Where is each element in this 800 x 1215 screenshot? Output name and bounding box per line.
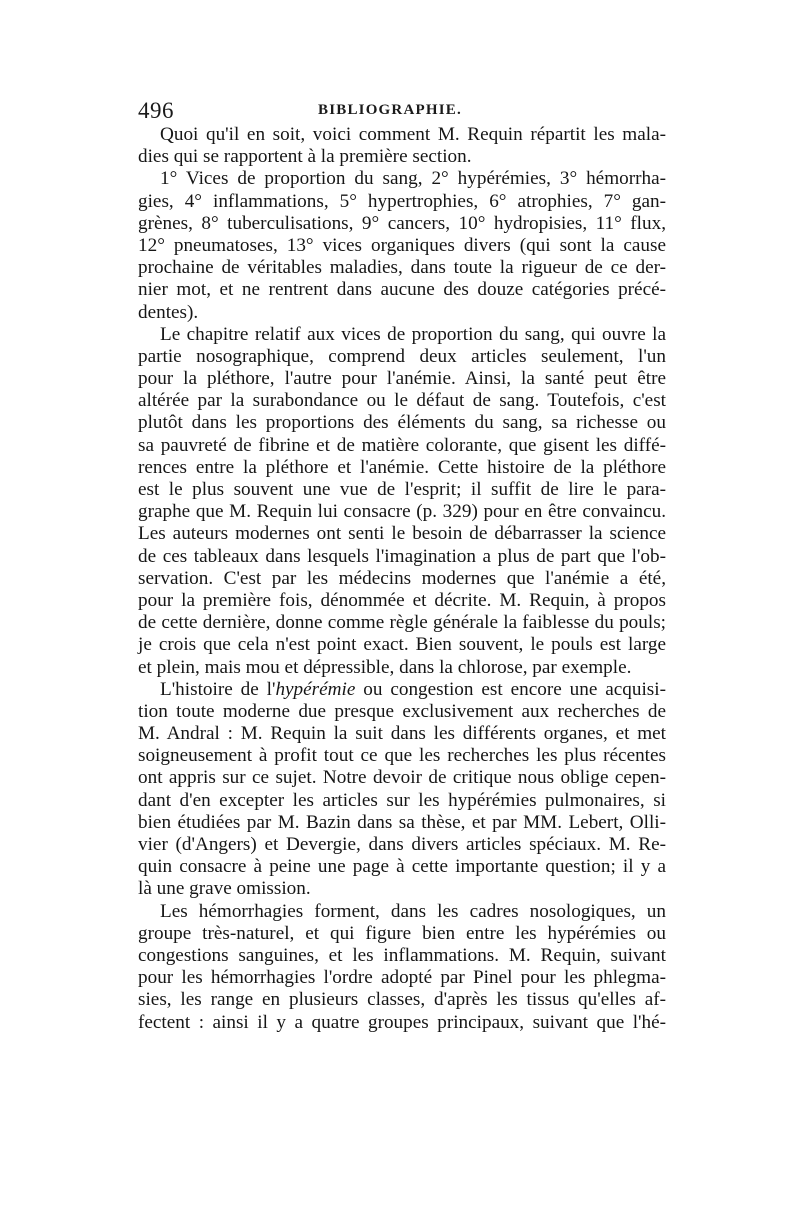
page-header — [138, 98, 666, 126]
text-line: gies, 4° inflammations, 5° hypertrophies, 6° atrophies, 7° gan- — [138, 190, 666, 212]
text-segment: L'histoire de l' — [160, 678, 276, 700]
text-line: Le chapitre relatif aux vices de proportion du sang, qui ouvre la — [160, 323, 666, 345]
text-line: là une grave omission. — [138, 878, 311, 900]
paragraph-2 — [138, 168, 666, 323]
text-line: pour les hémorrhagies l'ordre adopté par Pinel pour les phlegma- — [138, 967, 666, 989]
text-line: sies, les range en plusieurs classes, d'après les tissus qu'elles af- — [138, 989, 666, 1011]
text-line: 12° pneumatoses, 13° vices organiques divers (qui sont la cause — [138, 234, 666, 256]
paragraph-3 — [138, 324, 666, 679]
text-line: pour la pléthore, l'autre pour l'anémie. Ainsi, la santé peut être — [138, 368, 666, 390]
text-line: congestions sanguines, et les inflammations. M. Requin, suivant — [138, 944, 666, 966]
text-line: je crois que cela n'est point exact. Bien souvent, le pouls est large — [138, 634, 666, 656]
text-line: Quoi qu'il en soit, voici comment M. Requin répartit les mala- — [160, 124, 666, 145]
text-line: dentes). — [138, 301, 199, 323]
text-line: ont appris sur ce sujet. Notre devoir de critique nous oblige cepen- — [138, 767, 666, 789]
text-line: et plein, mais mou et dépressible, dans la chlorose, par exemple. — [138, 656, 632, 678]
text-line: rences entre la pléthore et l'anémie. Cette histoire de la pléthore — [138, 456, 666, 478]
text-line: soigneusement à profit tout ce que les recherches les plus récentes — [138, 745, 666, 767]
italic-term: hypérémie — [275, 678, 356, 700]
text-line: de cette dernière, donne comme règle générale la faiblesse du pouls; — [138, 612, 666, 634]
text-line: dant d'en excepter les articles sur les hypérémies pulmonaires, si — [138, 789, 666, 811]
text-line: Les hémorrhagies forment, dans les cadres nosologiques, un — [160, 900, 666, 922]
body-text — [138, 124, 666, 1034]
paragraph-5 — [138, 901, 666, 1034]
text-line: Les auteurs modernes ont senti le besoin de débarrasser la science — [138, 523, 666, 545]
text-line: servation. C'est par les médecins modernes que l'anémie a été, — [138, 567, 666, 589]
text-line: bien étudiées par M. Bazin dans sa thèse, et par MM. Lebert, Olli- — [138, 811, 666, 833]
text-line: est le plus souvent une vue de l'esprit; il suffit de lire le para- — [138, 479, 666, 500]
text-line: grènes, 8° tuberculisations, 9° cancers, 10° hydropisies, 11° flux, — [138, 212, 666, 234]
text-line: pour la première fois, dénommée et décrite. M. Requin, à propos — [138, 589, 666, 611]
text-line: sa pauvreté de fibrine et de matière colorante, que gisent les diffé- — [138, 434, 666, 456]
text-line: groupe très-naturel, et qui figure bien entre les hypérémies ou — [138, 922, 666, 944]
text-line: vier (d'Angers) et Devergie, dans divers articles spéciaux. M. Re- — [138, 834, 666, 855]
paragraph-1 — [138, 124, 666, 168]
page-number: 496 — [138, 98, 174, 123]
text-line: partie nosographique, comprend deux articles seulement, l'un — [138, 345, 666, 367]
text-line — [138, 679, 666, 701]
paragraph-4 — [138, 679, 666, 901]
text-segment: ou congestion est encore une acquisi- — [355, 678, 666, 700]
text-line: quin consacre à peine une page à cette importante question; il y a — [138, 856, 666, 878]
text-line: nier mot, et ne rentrent dans aucune des douze catégories précé- — [138, 279, 666, 301]
text-line: plutôt dans les proportions des éléments du sang, sa richesse ou — [138, 412, 666, 434]
text-line: altérée par la surabondance ou le défaut de sang. Toutefois, c'est — [138, 390, 666, 412]
text-line: dies qui se rapportent à la première section. — [138, 146, 472, 168]
text-line: fectent : ainsi il y a quatre groupes principaux, suivant que l'hé- — [138, 1011, 666, 1033]
text-line: 1° Vices de proportion du sang, 2° hypérémies, 3° hémorrha- — [160, 168, 666, 190]
running-head: BIBLIOGRAPHIE. — [318, 102, 462, 118]
text-line: prochaine de véritables maladies, dans toute la rigueur de ce der- — [138, 257, 666, 279]
text-line: M. Andral : M. Requin la suit dans les différents organes, et met — [138, 723, 666, 745]
text-line: graphe que M. Requin lui consacre (p. 329) pour en être convaincu. — [138, 501, 666, 523]
text-line: tion toute moderne due presque exclusivement aux recherches de — [138, 700, 666, 722]
text-line: de ces tableaux dans lesquels l'imagination a plus de part que l'ob- — [138, 545, 666, 567]
